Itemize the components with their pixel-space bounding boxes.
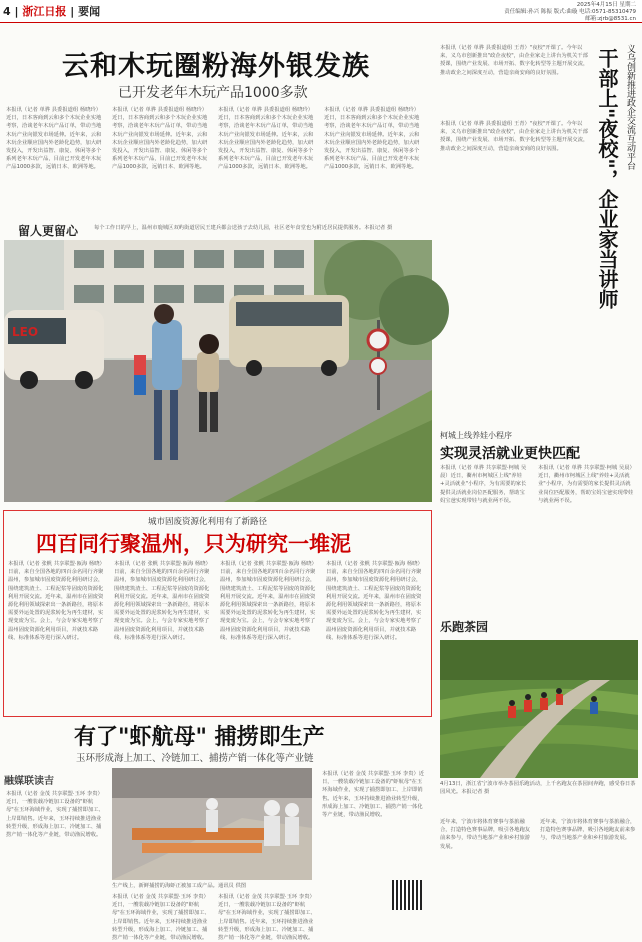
- story1-subhead: 已开发老年木玩产品1000多款: [118, 85, 308, 101]
- section-name: 要闻: [78, 5, 101, 18]
- masthead-meta: [436, 2, 636, 23]
- story2-body-col4: 本报讯（记者 张帆 共享联盟·瓯海 杨晓）日前，来自全国各地的四百余名同行齐聚温州，参加城市固废资源化利用研讨会，围绕建筑渣土、工程泥浆等固废的资源化利用开展交流。近年来，温州市在固废资源化利用领域探索出一条新路径，将原本需要外运处置的泥浆转化为再生建材，实现变废为宝。会上，与会专家实地考察了温州固废资源化利用项目，并就技术路线、标准体系等进行深入研讨。: [326, 561, 423, 641]
- paper-name: 浙江日报: [22, 5, 67, 18]
- seafood-factory-photo: [112, 768, 312, 880]
- story3-body-col2: 本报讯（记者 金茂 共享联盟·玉环 李贵）近日，一艘装载冷链加工设备的"虾航母"在玉环海域作业，实现了捕捞即加工、上岸即销售。近年来，玉环持续推进渔业转型升级，形成海上加工、冷链加工、捕捞产销一体化等产业链，带动渔民增收。: [112, 894, 210, 942]
- right-sub-body-col1: 本报讯（记者 单骅 共享联盟·柯城 吴晨）近日，衢州市柯城区上线"养娃+灵活就业"小程序，为有需要的家长提供灵活就业岗位匹配服务，帮助宝妈宝爸实现带娃与就业两不误。: [440, 465, 527, 504]
- story3-body-col1: 本报讯（记者 金茂 共享联盟·玉环 李贵）近日，一艘装载冷链加工设备的"虾航母"在玉环海域作业，实现了捕捞即加工、上岸即销售。近年来，玉环持续推进渔业转型升级，形成海上加工、冷链加工、捕捞产销一体化等产业链，带动渔民增收。: [6, 791, 104, 839]
- qr-code: [392, 880, 422, 910]
- right-body-col1: 本报讯（记者 单骅 县委报道组 王青）"夜校"开课了。今年以来，义乌市创新推出"政企夜校"，由企业家走上讲台为机关干部授课，围绕产业发展、市场开拓、数字化转型等主题开展交流，推动政企之间深度互动，营造亲商安商的良好氛围。: [440, 45, 589, 76]
- story3-headline: 有了"虾航母" 捕捞即生产: [74, 724, 325, 750]
- seafood-photo-caption: 生产线上，新鲜捕捞的海虾正被加工成产品。通讯员 供图: [112, 883, 247, 889]
- contact-email: 邮箱:zjrb@8531.cn: [585, 16, 636, 22]
- page-number-block: [3, 3, 100, 19]
- media-tag: 融媒联读吉: [4, 776, 54, 787]
- section-heading-left: 留人更留心: [18, 224, 79, 238]
- right-vertical-kicker: 义乌创新推进政企交流互动平台: [625, 44, 635, 170]
- story2-headline: 四百同行聚温州，只为研究一堆泥: [36, 531, 351, 556]
- story1-body-col4: 本报讯（记者 单骅 县委报道组 杨晓玲）近日，日本客商到云和多个木玩企业实地考察，洽谈老年木玩产品订单，带动当地木玩产业向银发市场延伸。近年来，云和木玩企业顺应国内外老龄化趋势，加大研发投入，开发出益智、康复、休闲等多个系列老年木玩产品，目前已开发老年木玩产品1000多款，远销日本、欧洲等地。: [324, 107, 420, 171]
- right-vertical-headline: 干部上"夜校"，企业家当讲师: [595, 48, 619, 309]
- right-body-col2: 本报讯（记者 单骅 县委报道组 王青）"夜校"开课了。今年以来，义乌市创新推出"政企夜校"，由企业家走上讲台为机关干部授课，围绕产业发展、市场开拓、数字化转型等主题开展交流，推动政企之间深度互动，营造亲商安商的良好氛围。: [440, 121, 589, 152]
- right-bottom-body-col2: 近年来，宁波市将体育赛事与茶旅融合，打造特色赛事品牌，吸引各地跑友前来参与，带动当地茶产业和乡村旅游发展。: [540, 819, 636, 842]
- masthead-divider: |: [14, 5, 19, 18]
- story1-body-col3: 本报讯（记者 单骅 县委报道组 杨晓玲）近日，日本客商到云和多个木玩企业实地考察，洽谈老年木玩产品订单，带动当地木玩产业向银发市场延伸。近年来，云和木玩企业顺应国内外老龄化趋势，加大研发投入，开发出益智、康复、休闲等多个系列老年木玩产品，目前已开发老年木玩产品1000多款，远销日本、欧洲等地。: [218, 107, 314, 171]
- tea-run-caption: 4月13日，浙江省宁波市举办茶园乐跑活动，上千名跑友在茶园间奔跑，感受春日茶园风光。本报记者 摄: [440, 781, 636, 795]
- factory-image: [112, 768, 312, 880]
- story1-body-col2: 本报讯（记者 单骅 县委报道组 杨晓玲）近日，日本客商到云和多个木玩企业实地考察，洽谈老年木玩产品订单，带动当地木玩产业向银发市场延伸。近年来，云和木玩企业顺应国内外老龄化趋势，加大研发投入，开发出益智、康复、休闲等多个系列老年木玩产品，目前已开发老年木玩产品1000多款，远销日本、欧洲等地。: [112, 107, 208, 171]
- bus-logo-text: LEO: [12, 325, 39, 339]
- tea-run-photo: [440, 640, 638, 778]
- story2-body-col2: 本报讯（记者 张帆 共享联盟·瓯海 杨晓）日前，来自全国各地的四百余名同行齐聚温州，参加城市固废资源化利用研讨会，围绕建筑渣土、工程泥浆等固废的资源化利用开展交流。近年来，温州市在固废资源化利用领域探索出一条新路径，将原本需要外运处置的泥浆转化为再生建材，实现变废为宝。会上，与会专家实地考察了温州固废资源化利用项目，并就技术路线、标准体系等进行深入研讨。: [114, 561, 211, 641]
- main-photo: [4, 240, 432, 502]
- story2-body-col3: 本报讯（记者 张帆 共享联盟·瓯海 杨晓）日前，来自全国各地的四百余名同行齐聚温州，参加城市固废资源化利用研讨会，围绕建筑渣土、工程泥浆等固废的资源化利用开展交流。近年来，温州市在固废资源化利用领域探索出一条新路径，将原本需要外运处置的泥浆转化为再生建材，实现变废为宝。会上，与会专家实地考察了温州固废资源化利用项目，并就技术路线、标准体系等进行深入研讨。: [220, 561, 317, 641]
- right-sub-body-col2: 本报讯（记者 单骅 共享联盟·柯城 吴晨）近日，衢州市柯城区上线"养娃+灵活就业"小程序，为有需要的家长提供灵活就业岗位匹配服务，帮助宝妈宝爸实现带娃与就业两不误。: [538, 465, 634, 504]
- issue-date: 2025年4月15日 星期二: [576, 2, 636, 8]
- section-heading-right: 乐跑茶园: [440, 620, 489, 634]
- story1-body-col1: 本报讯（记者 单骅 县委报道组 杨晓玲）近日，日本客商到云和多个木玩企业实地考察，洽谈老年木玩产品订单，带动当地木玩产业向银发市场延伸。近年来，云和木玩企业顺应国内外老龄化趋势，加大研发投入，开发出益智、康复、休闲等多个系列老年木玩产品，目前已开发老年木玩产品1000多款，远销日本、欧洲等地。: [6, 107, 102, 171]
- right-sub-headline: 实现灵活就业更快匹配: [440, 446, 580, 462]
- street-scene-image: [4, 240, 432, 502]
- story1-headline: 云和木玩圈粉海外银发族: [62, 51, 370, 82]
- story3-subhead: 玉环形成海上加工、冷链加工、捕捞产销一体化等产业链: [76, 753, 314, 764]
- story2-body-col1: 本报讯（记者 张帆 共享联盟·瓯海 杨晓）日前，来自全国各地的四百余名同行齐聚温州，参加城市固废资源化利用研讨会，围绕建筑渣土、工程泥浆等固废的资源化利用开展交流。近年来，温州市在固废资源化利用领域探索出一条新路径，将原本需要外运处置的泥浆转化为再生建材，实现变废为宝。会上，与会专家实地考察了温州固废资源化利用项目，并就技术路线、标准体系等进行深入研讨。: [8, 561, 105, 641]
- masthead-divider: |: [70, 5, 75, 18]
- right-sub-kicker: 柯城上线养娃小程序: [440, 431, 512, 440]
- story2-kicker: 城市固废资源化利用有了新路径: [148, 517, 268, 527]
- right-bottom-body-col1: 近年来，宁波市将体育赛事与茶旅融合，打造特色赛事品牌，吸引各地跑友前来参与，带动当地茶产业和乡村旅游发展。: [440, 819, 531, 850]
- tea-garden-run-image: [440, 640, 638, 778]
- photo-caption: 每个工作日的早上，温州市鹿城区双屿街道居民王建兵都会送孩子去幼儿园，社区老年食堂也为附近居民提供服务。本报记者 摄: [94, 225, 393, 231]
- story3-body-col4: 本报讯（记者 金茂 共享联盟·玉环 李贵）近日，一艘装载冷链加工设备的"虾航母"在玉环海域作业，实现了捕捞即加工、上岸即销售。近年来，玉环持续推进渔业转型升级，形成海上加工、冷链加工、捕捞产销一体化等产业链，带动渔民增收。: [322, 771, 425, 819]
- editor-info: 责任编辑:孙兴 陈振 版式:曲璇 电话:0571-85310479: [504, 9, 636, 15]
- masthead: [0, 0, 642, 23]
- story3-body-col3: 本报讯（记者 金茂 共享联盟·玉环 李贵）近日，一艘装载冷链加工设备的"虾航母"在玉环海域作业，实现了捕捞即加工、上岸即销售。近年来，玉环持续推进渔业转型升级，形成海上加工、冷链加工、捕捞产销一体化等产业链，带动渔民增收。: [218, 894, 316, 942]
- page-number: 4: [3, 5, 11, 18]
